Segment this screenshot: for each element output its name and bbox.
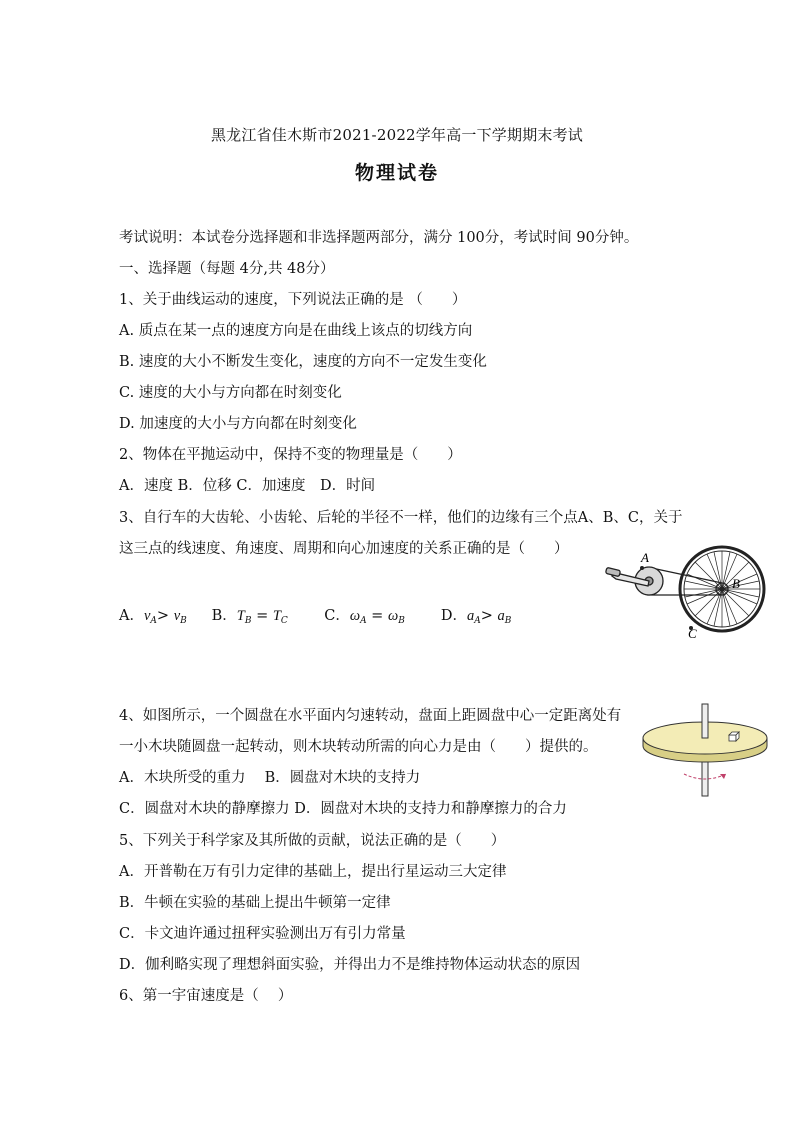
exam-instructions: 考试说明：本试卷分选择题和非选择题两部分，满分 100分，考试时间 90分钟。: [119, 230, 639, 246]
q3-option-b-sub2: C: [280, 616, 288, 626]
q3-option-a-sub1: A: [150, 616, 157, 626]
rear-hub: [720, 587, 724, 591]
q5-option-c: C．卡文迪许通过扭秤实验测出万有引力常量: [119, 926, 406, 942]
q4-options-line2: C．圆盘对木块的静摩擦力 D．圆盘对木块的支持力和静摩擦力的合力: [119, 801, 567, 817]
q1-option-a: A. 质点在某一点的速度方向是在曲线上该点的切线方向: [119, 323, 473, 339]
label-b: B: [732, 576, 740, 591]
rotating-disc-figure: [640, 700, 770, 800]
q3-option-b-symbol: T: [236, 608, 245, 624]
bicycle-gear-figure: [604, 540, 774, 640]
q1-stem: 1、关于曲线运动的速度，下列说法正确的是 （ ）: [119, 292, 467, 308]
q3-option-c-sub2: B: [398, 616, 405, 626]
pedal: [605, 567, 620, 576]
q3-option-b-symbol2: T: [272, 608, 281, 624]
q1-option-b: B. 速度的大小不断发生变化，速度的方向不一定发生变化: [119, 354, 487, 370]
q5-stem: 5、下列关于科学家及其所做的贡献，说法正确的是（ ）: [119, 833, 506, 849]
q3-option-c-symbol2: ω: [387, 608, 399, 624]
point-a-dot: [640, 566, 644, 570]
q3-option-a-symbol2: v: [173, 608, 181, 624]
q4-stem-line1: 4、如图所示，一个圆盘在水平面内匀速转动，盘面上距圆盘中心一定距离处有: [119, 708, 622, 724]
q3-option-d-label: D．: [440, 608, 467, 624]
q3-option-a-relation: >: [156, 608, 174, 624]
exam-subtitle: 黑龙江省佳木斯市2021-2022学年高一下学期期末考试: [210, 126, 584, 144]
q3-option-c-label: C．: [324, 608, 350, 624]
q3-option-d-symbol2: a: [497, 608, 505, 624]
q1-option-d: D. 加速度的大小与方向都在时刻变化: [119, 416, 357, 432]
q3-option-c-relation: =: [366, 608, 388, 624]
q3-option-b-label: B．: [211, 608, 237, 624]
label-a: A: [641, 550, 649, 565]
q1-option-c: C. 速度的大小与方向都在时刻变化: [119, 385, 342, 401]
q3-option-d-sub1: A: [474, 616, 481, 626]
q3-option-d-symbol: a: [466, 608, 475, 624]
q3-option-a-symbol: v: [143, 608, 151, 624]
q4-options-line1: A．木块所受的重力 B．圆盘对木块的支持力: [119, 770, 421, 786]
exam-title: 物理试卷: [354, 162, 439, 184]
shaft-upper: [702, 704, 708, 738]
q3-option-b-relation: =: [251, 608, 273, 624]
wood-block: [729, 732, 739, 741]
q6-stem: 6、第一宇宙速度是（ ）: [119, 988, 293, 1004]
q3-stem-line2: 这三点的线速度、角速度、周期和向心加速度的关系正确的是（ ）: [119, 541, 569, 557]
q3-option-c: [324, 606, 436, 631]
q3-option-c-symbol: ω: [349, 608, 361, 624]
q3-option-b: [212, 606, 320, 631]
q3-option-a: [119, 606, 207, 631]
q3-option-d-sub2: B: [504, 616, 512, 626]
q3-option-c-sub1: A: [360, 616, 367, 626]
q3-option-d: [441, 606, 512, 631]
q3-stem-line1: 3、自行车的大齿轮、小齿轮、后轮的半径不一样，他们的边缘有三个点A、B、C，关于: [119, 510, 683, 526]
q3-option-d-relation: >: [480, 608, 498, 624]
q3-option-a-sub2: B: [180, 616, 187, 626]
q5-option-b: B．牛顿在实验的基础上提出牛顿第一定律: [119, 895, 391, 911]
q3-option-b-sub1: B: [244, 616, 252, 626]
q3-option-a-label: A．: [119, 608, 144, 624]
q2-options: A．速度 B．位移 C．加速度 D．时间: [119, 478, 376, 494]
q5-option-d: D．伽利略实现了理想斜面实验，并得出力不是维持物体运动状态的原因: [119, 957, 581, 973]
q3-options: [119, 606, 511, 631]
section-heading: 一、选择题（每题 4分,共 48分）: [119, 261, 335, 277]
q4-stem-line2: 一小木块随圆盘一起转动，则木块转动所需的向心力是由（ ）提供的。: [119, 739, 598, 755]
q2-stem: 2、物体在平抛运动中，保持不变的物理量是（ ）: [119, 447, 462, 463]
q5-option-a: A．开普勒在万有引力定律的基础上，提出行星运动三大定律: [119, 864, 507, 880]
label-c: C: [688, 626, 697, 641]
